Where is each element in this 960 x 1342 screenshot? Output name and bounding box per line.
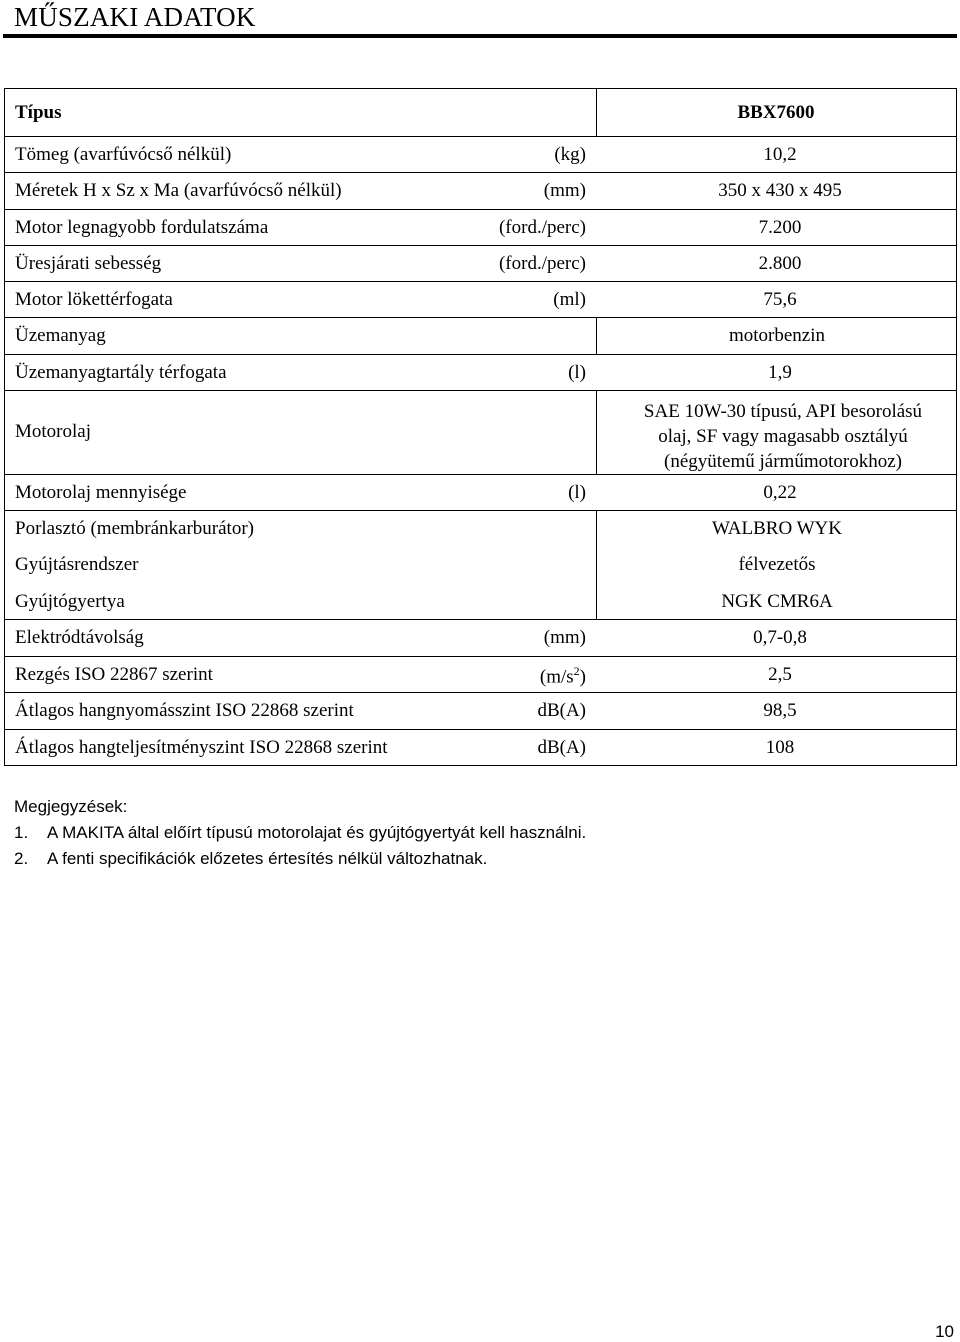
row-unit: (mm) [543, 627, 586, 648]
row-label: Elektródtávolság [15, 627, 144, 648]
note-number: 2. [14, 849, 29, 868]
row-label: Motor lökettérfogata [15, 289, 173, 310]
row-value: 350 x 430 x 495 [718, 180, 842, 201]
row-value: 10,2 [763, 144, 797, 165]
row-unit: (ml) [553, 289, 586, 310]
row-label: Motorolaj [15, 421, 91, 442]
row-value: 108 [765, 737, 795, 758]
table-row [5, 245, 956, 281]
table-row [5, 656, 956, 692]
row-value: 98,5 [763, 700, 797, 721]
row-label: Tömeg (avarfúvócső nélkül) [15, 144, 232, 165]
header-model: BBX7600 [737, 102, 815, 123]
row-value: 0,7-0,8 [753, 627, 807, 648]
table-header-row [5, 89, 956, 136]
row-label: Üzemanyag [15, 325, 106, 346]
table-row [5, 619, 956, 656]
row-label: Gyújtógyertya [15, 591, 125, 612]
spec-table [4, 88, 957, 766]
table-row [5, 692, 956, 729]
notes-section [14, 794, 586, 872]
row-label: Méretek H x Sz x Ma (avarfúvócső nélkül) [15, 180, 342, 201]
note-item [14, 846, 586, 872]
row-unit: dB(A) [537, 700, 586, 721]
row-label: Motor legnagyobb fordulatszáma [15, 217, 269, 238]
row-label: Átlagos hangteljesítményszint ISO 22868 szerint [15, 737, 388, 758]
row-label: Üresjárati sebesség [15, 253, 162, 274]
oil-spec-line: SAE 10W-30 típusú, API besorolású [643, 401, 923, 422]
row-value: félvezetős [738, 554, 816, 575]
note-number: 1. [14, 823, 29, 842]
row-unit [540, 664, 586, 688]
table-row [5, 354, 956, 390]
table-row [5, 172, 956, 209]
row-value: 2,5 [768, 664, 792, 685]
title-underline [3, 34, 957, 38]
row-label: Motorolaj mennyisége [15, 482, 187, 503]
oil-spec-line: (négyütemű járműmotorokhoz) [664, 451, 902, 472]
unit-text: (m/s [539, 666, 574, 688]
row-value: WALBRO WYK [711, 518, 842, 539]
oil-spec-line: olaj, SF vagy magasabb osztályú [658, 426, 908, 447]
table-row [5, 317, 956, 354]
row-value: 7.200 [758, 217, 802, 238]
row-unit: (ford./perc) [498, 217, 586, 238]
unit-superscript: 2 [573, 664, 580, 678]
header-type-label: Típus [15, 102, 62, 123]
oil-spec-value [597, 399, 960, 474]
row-unit: (mm) [543, 180, 586, 201]
row-unit: (ford./perc) [498, 253, 586, 274]
row-label: Rezgés ISO 22867 szerint [15, 664, 213, 685]
row-label: Átlagos hangnyomásszint ISO 22868 szerint [15, 700, 354, 721]
row-value: 0,22 [763, 482, 797, 503]
notes-heading: Megjegyzések: [14, 797, 128, 816]
row-unit: (l) [568, 482, 586, 503]
table-row-group [5, 510, 956, 619]
table-row [5, 136, 956, 172]
row-value: 1,9 [768, 362, 792, 383]
unit-text: ) [579, 666, 586, 688]
table-row [5, 729, 956, 765]
page-number: 10 [935, 1322, 954, 1341]
row-label: Üzemanyagtartály térfogata [15, 362, 227, 383]
row-value: 2.800 [758, 253, 802, 274]
table-row [5, 474, 956, 510]
row-value: 75,6 [763, 289, 797, 310]
note-item [14, 820, 586, 846]
row-label: Porlasztó (membránkarburátor) [15, 518, 254, 539]
table-row [5, 390, 956, 474]
row-label: Gyújtásrendszer [15, 554, 139, 575]
row-unit: dB(A) [537, 737, 586, 758]
row-value: motorbenzin [728, 325, 826, 346]
table-row [5, 209, 956, 245]
row-unit: (kg) [554, 144, 586, 165]
note-text: A fenti specifikációk előzetes értesítés nélkül változhatnak. [47, 849, 488, 868]
table-row [5, 281, 956, 317]
page-title: MŰSZAKI ADATOK [14, 2, 256, 32]
row-unit: (l) [568, 362, 586, 383]
note-text: A MAKITA által előírt típusú motorolajat és gyújtógyertyát kell használni. [47, 823, 587, 842]
row-value: NGK CMR6A [721, 591, 833, 612]
